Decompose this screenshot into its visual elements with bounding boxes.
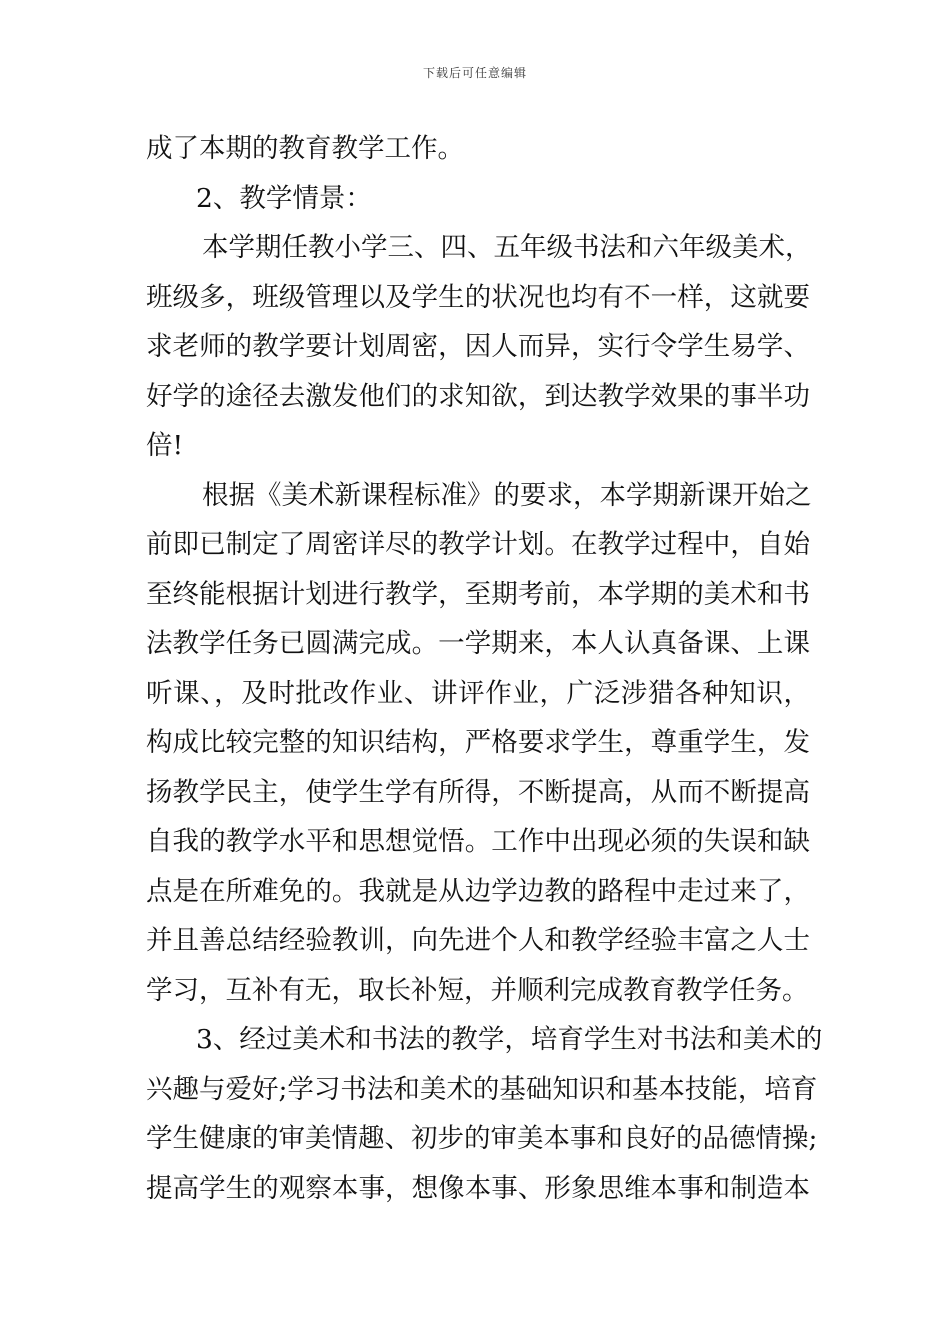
text-line: 点是在所难免的。我就是从边学边教的路程中走过来了， [146,875,810,907]
text-line: 自我的教学水平和思想觉悟。工作中出现必须的失误和缺 [146,826,810,857]
text-line: 根据《美术新课程标准》的要求，本学期新课开始之 [202,479,812,511]
text-line: 前即已制定了周密详尽的教学计划。在教学过程中，自始 [146,529,810,560]
text-line: 构成比较完整的知识结构，严格要求学生，尊重学生，发 [146,727,810,758]
text-line: 听课、，及时批改作业、讲评作业，广泛涉猎各种知识， [146,677,810,709]
document-body [146,124,823,1213]
text-line: 班级多，班级管理以及学生的状况也均有不一样，这就要 [146,281,810,313]
text-line: 扬教学民主，使学生学有所得，不断提高，从而不断提高 [146,776,810,808]
text-line: 好学的途径去激发他们的求知欲，到达教学效果的事半功 [146,380,810,412]
section-heading: 3、经过美术和书法的教学，培育学生对书法和美术的 [196,1024,823,1055]
text-line: 提高学生的观察本事，想像本事、形象思维本事和制造本 [146,1172,810,1204]
section-heading: 2、教学情景： [196,182,372,214]
text-line: 至终能根据计划进行教学，至期考前，本学期的美术和书 [146,578,810,610]
text-line: 倍! [146,430,184,461]
text-line: 兴趣与爱好;学习书法和美术的基础知识和基本技能，培育 [146,1073,818,1105]
text-line: 求老师的教学要计划周密，因人而异，实行令学生易学、 [146,331,810,362]
text-line: 学生健康的审美情趣、初步的审美本事和良好的品德情操; [146,1123,818,1154]
page-header: 下载后可任意编辑 [422,66,527,80]
text-line: 学习，互补有无，取长补短，并顺利完成教育教学任务。 [146,974,809,1006]
text-line: 成了本期的教育教学工作。 [146,133,464,164]
text-line: 法教学任务已圆满完成。一学期来，本人认真备课、上课 [146,628,810,659]
text-line: 本学期任教小学三、四、五年级书法和六年级美术， [202,232,812,263]
text-line: 并且善总结经验教训，向先进个人和教学经验丰富之人士 [146,925,810,956]
